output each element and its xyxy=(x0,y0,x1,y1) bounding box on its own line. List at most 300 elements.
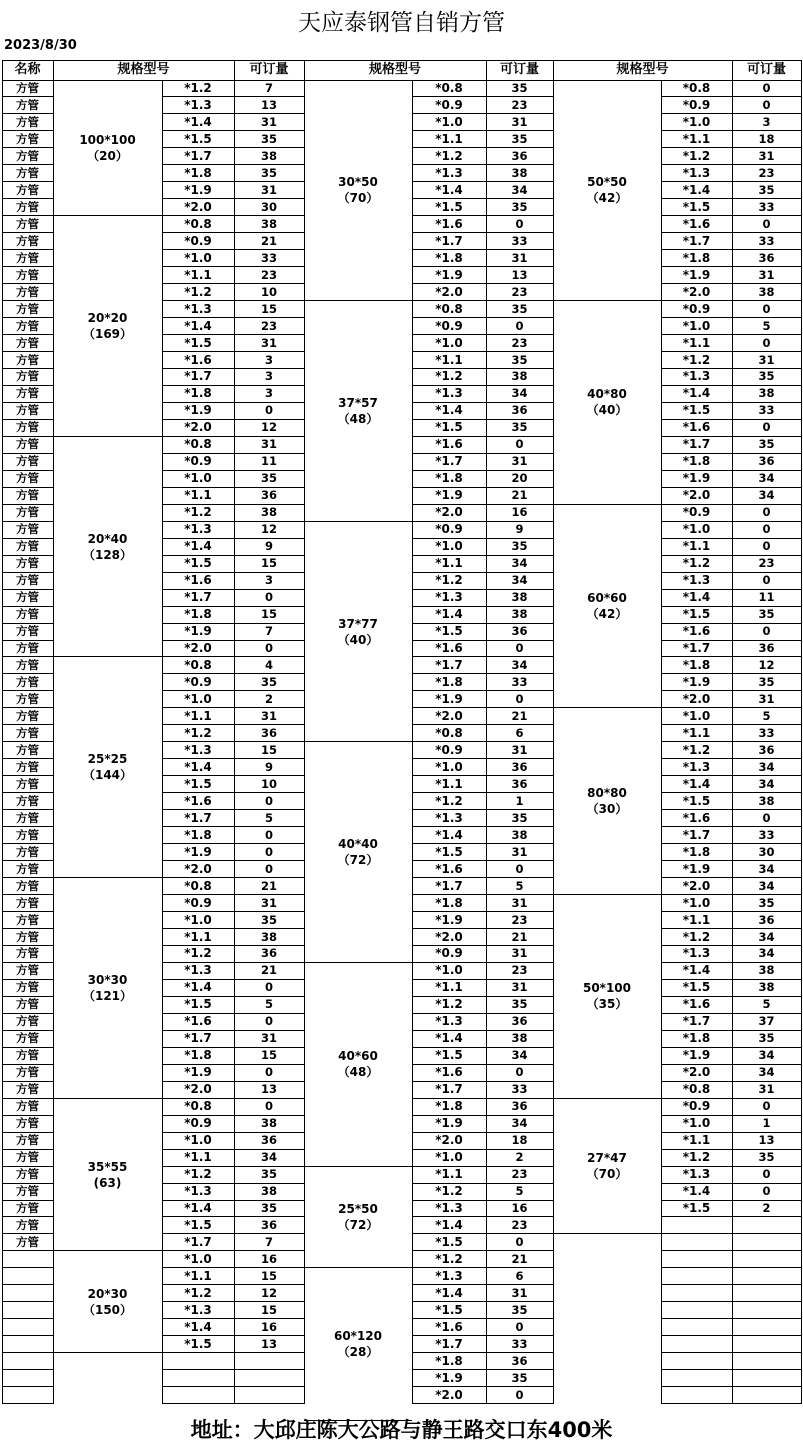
qty-cell: 2 xyxy=(762,1201,771,1216)
grid-line xyxy=(53,215,162,216)
spec-cell: *1.3 xyxy=(184,963,212,978)
grid-line xyxy=(553,894,661,895)
row-name: 方管 xyxy=(16,437,39,452)
spec-cell: *1.5 xyxy=(184,1217,212,1232)
group-count: （28） xyxy=(337,1345,379,1360)
qty-cell: 3 xyxy=(264,369,273,384)
spec-cell: *1.9 xyxy=(184,182,212,197)
qty-cell: 0 xyxy=(762,97,771,112)
qty-cell xyxy=(732,1387,801,1404)
spec-cell: *2.0 xyxy=(184,641,212,655)
grid-line xyxy=(2,181,53,182)
qty-cell: 36 xyxy=(758,912,775,927)
group-size: 60*120 xyxy=(333,1329,383,1344)
qty-cell: 31 xyxy=(511,1285,528,1300)
qty-cell: 36 xyxy=(260,1133,277,1148)
grid-line xyxy=(2,1284,53,1285)
spec-cell: *1.0 xyxy=(184,1133,212,1148)
spec-cell: *2.0 xyxy=(184,1082,212,1097)
spec-cell: *1.4 xyxy=(682,182,711,197)
spec-group xyxy=(53,80,162,216)
spec-cell: *1.5 xyxy=(682,607,711,622)
qty-cell: 34 xyxy=(758,759,775,774)
spec-cell: *1.9 xyxy=(435,1370,463,1385)
spec-cell: *1.4 xyxy=(184,980,212,995)
spec-cell: *1.8 xyxy=(184,607,212,622)
spec-cell: *1.1 xyxy=(435,556,463,571)
spec-cell: *1.9 xyxy=(682,674,711,689)
spec-cell: *0.9 xyxy=(184,454,212,469)
qty-cell: 3 xyxy=(264,573,273,588)
spec-cell: *0.9 xyxy=(435,946,463,961)
spec-cell: *1.4 xyxy=(184,539,212,554)
spec-cell: *1.5 xyxy=(435,199,463,214)
row-name: 方管 xyxy=(16,742,39,757)
spec-cell: *1.6 xyxy=(435,1065,463,1080)
qty-cell: 35 xyxy=(511,539,528,554)
spec-cell: *1.9 xyxy=(184,844,212,859)
qty-cell xyxy=(732,1370,801,1387)
group-count: （42） xyxy=(586,191,628,206)
spec-cell: *1.3 xyxy=(682,946,711,961)
qty-cell xyxy=(732,1353,801,1370)
group-count: （70） xyxy=(586,1167,628,1182)
spec-cell: *1.5 xyxy=(435,624,463,639)
spec-cell: *1.3 xyxy=(435,1268,463,1283)
qty-cell: 38 xyxy=(758,980,775,995)
qty-cell xyxy=(234,1387,304,1404)
qty-cell: 23 xyxy=(511,97,528,112)
grid-line xyxy=(2,1301,53,1302)
spec-cell: *1.1 xyxy=(184,1268,212,1283)
group-size: 40*60 xyxy=(338,1049,378,1064)
spec-cell: *1.0 xyxy=(682,114,711,129)
grid-line xyxy=(2,1064,53,1065)
row-name: 方管 xyxy=(16,216,39,231)
spec-cell: *0.9 xyxy=(435,318,463,333)
grid-line xyxy=(2,1030,53,1031)
row-name: 方管 xyxy=(16,369,39,384)
row-name: 方管 xyxy=(16,844,39,859)
spec-cell: *1.7 xyxy=(435,454,463,469)
group-size: 37*57 xyxy=(338,395,378,410)
address-footer: 地址：大邱庄陈大公路与静王路交口东400米 xyxy=(190,1418,613,1442)
qty-cell: 23 xyxy=(758,556,775,571)
row-name: 方管 xyxy=(16,590,39,605)
grid-line xyxy=(2,1166,53,1167)
qty-cell: 31 xyxy=(758,148,775,163)
spec-cell: *0.8 xyxy=(682,81,711,95)
qty-cell: 36 xyxy=(260,725,277,740)
qty-cell: 2 xyxy=(515,1150,524,1165)
qty-cell: 36 xyxy=(511,403,528,418)
group-size: 20*30 xyxy=(87,1286,128,1301)
qty-cell: 36 xyxy=(511,776,528,791)
spec-cell: *1.3 xyxy=(435,165,463,180)
qty-cell xyxy=(234,1353,304,1370)
spec-cell: *1.4 xyxy=(184,114,212,129)
qty-cell: 15 xyxy=(260,607,277,622)
qty-cell: 34 xyxy=(511,657,528,672)
row-name: 方管 xyxy=(16,708,39,723)
grid-line xyxy=(2,843,53,844)
spec-cell: *1.5 xyxy=(682,793,711,808)
spec-group xyxy=(553,80,661,301)
grid-line xyxy=(2,1183,53,1184)
grid-line xyxy=(2,1318,53,1319)
row-name: 方管 xyxy=(16,1099,39,1114)
grid-line xyxy=(2,487,53,488)
spec-cell: *1.0 xyxy=(435,963,463,978)
spec-cell: *1.5 xyxy=(435,420,463,435)
spec-cell: *1.0 xyxy=(184,1251,212,1266)
grid-line xyxy=(2,792,53,793)
spec-cell: *1.5 xyxy=(184,776,212,791)
spec-cell: *1.8 xyxy=(184,1048,212,1063)
spec-cell: *2.0 xyxy=(435,929,463,944)
spec-cell: *1.7 xyxy=(682,827,711,842)
spec-cell: *1.5 xyxy=(184,131,212,146)
grid-line xyxy=(53,1250,162,1251)
grid-line xyxy=(2,453,53,454)
spec-cell: *1.9 xyxy=(184,624,212,639)
group-count: （20） xyxy=(87,148,128,163)
qty-cell: 36 xyxy=(511,148,528,163)
spec-cell: *1.1 xyxy=(184,929,212,944)
spec-cell: *1.8 xyxy=(682,657,711,672)
qty-cell: 13 xyxy=(260,97,277,112)
qty-cell: 34 xyxy=(511,386,528,401)
spec-cell: *1.6 xyxy=(682,216,711,231)
header-qty: 可订量 xyxy=(499,62,539,77)
grid-line xyxy=(2,266,53,267)
spec-cell xyxy=(661,1302,732,1319)
qty-cell: 0 xyxy=(762,539,771,554)
qty-cell: 35 xyxy=(758,369,775,384)
spec-cell: *1.2 xyxy=(184,1285,212,1300)
qty-cell: 18 xyxy=(758,131,775,146)
spec-cell: *1.1 xyxy=(435,1167,463,1182)
qty-cell xyxy=(732,1319,801,1336)
spec-cell: *1.1 xyxy=(682,131,711,146)
group-size: 50*50 xyxy=(587,175,627,190)
grid-line xyxy=(2,1403,53,1404)
qty-cell: 35 xyxy=(511,81,528,95)
row-name: 方管 xyxy=(16,556,39,571)
spec-cell: *1.8 xyxy=(435,674,463,689)
spec-group xyxy=(304,301,412,522)
spec-cell: *1.2 xyxy=(435,573,463,588)
spec-cell: *0.9 xyxy=(184,1116,212,1131)
qty-cell: 16 xyxy=(260,1251,277,1266)
grid-line xyxy=(2,351,53,352)
spec-group xyxy=(304,1166,412,1268)
spec-cell: *1.6 xyxy=(682,624,711,639)
qty-cell: 35 xyxy=(758,1150,775,1165)
spec-cell: *1.5 xyxy=(435,844,463,859)
spec-cell: *1.6 xyxy=(435,437,463,452)
qty-cell: 15 xyxy=(260,1048,277,1063)
group-size: 50*100 xyxy=(582,981,632,996)
spec-cell: *2.0 xyxy=(682,1065,711,1080)
row-name: 方管 xyxy=(16,674,39,689)
spec-cell: *1.4 xyxy=(435,827,463,842)
spec-cell: *1.7 xyxy=(435,1082,463,1097)
group-size: 80*80 xyxy=(587,786,627,801)
row-name: 方管 xyxy=(16,1217,39,1232)
row-name: 方管 xyxy=(16,946,39,961)
qty-cell: 15 xyxy=(260,742,277,757)
qty-cell: 0 xyxy=(515,641,524,655)
spec-cell: *1.1 xyxy=(682,539,711,554)
spec-cell: *1.8 xyxy=(435,250,463,265)
qty-cell: 36 xyxy=(758,742,775,757)
spec-cell: *1.1 xyxy=(435,980,463,995)
qty-cell: 23 xyxy=(511,335,528,350)
qty-cell: 31 xyxy=(758,1082,775,1097)
spec-cell: *1.1 xyxy=(435,776,463,791)
qty-cell: 31 xyxy=(511,250,528,265)
spec-cell: *0.8 xyxy=(184,216,212,231)
qty-cell: 12 xyxy=(758,657,775,672)
qty-cell: 5 xyxy=(762,318,771,333)
spec-cell: *1.0 xyxy=(435,539,463,554)
grid-line xyxy=(2,572,53,573)
qty-cell: 33 xyxy=(758,725,775,740)
grid-line xyxy=(661,80,662,1404)
qty-cell: 0 xyxy=(762,301,771,316)
qty-cell: 0 xyxy=(264,861,273,876)
qty-cell: 0 xyxy=(762,522,771,537)
qty-cell: 9 xyxy=(264,759,273,774)
spec-cell: *1.1 xyxy=(435,352,463,367)
qty-cell: 0 xyxy=(515,437,524,452)
spec-cell: *0.9 xyxy=(184,895,212,910)
spec-cell: *1.7 xyxy=(435,657,463,672)
qty-cell: 35 xyxy=(758,607,775,622)
row-name: 方管 xyxy=(16,963,39,978)
qty-cell: 38 xyxy=(260,1184,277,1199)
row-name: 方管 xyxy=(16,97,39,112)
row-name: 方管 xyxy=(16,624,39,639)
qty-cell: 38 xyxy=(511,165,528,180)
grid-line xyxy=(53,436,162,437)
spec-group xyxy=(304,80,412,301)
spec-cell xyxy=(661,1251,732,1268)
grid-line xyxy=(2,60,3,1404)
qty-cell: 34 xyxy=(511,1116,528,1131)
spec-cell: *0.8 xyxy=(435,301,463,316)
group-size: 20*40 xyxy=(87,531,128,546)
spec-cell: *1.3 xyxy=(435,810,463,825)
spec-cell: *0.9 xyxy=(682,97,711,112)
grid-line xyxy=(2,334,53,335)
qty-cell: 3 xyxy=(264,352,273,367)
grid-line xyxy=(2,1250,53,1251)
row-name: 方管 xyxy=(16,199,39,214)
grid-line xyxy=(553,504,661,505)
qty-cell: 0 xyxy=(762,216,771,231)
spec-cell: *1.7 xyxy=(682,641,711,655)
grid-line xyxy=(2,317,53,318)
qty-cell: 23 xyxy=(511,1217,528,1232)
row-name: 方管 xyxy=(16,691,39,706)
spec-cell: *1.3 xyxy=(184,97,212,112)
grid-line xyxy=(53,656,162,657)
grid-line xyxy=(2,945,53,946)
row-name: 方管 xyxy=(16,878,39,893)
spec-cell: *1.8 xyxy=(435,471,463,486)
spec-cell: *1.4 xyxy=(682,776,711,791)
spec-cell: *1.0 xyxy=(682,522,711,537)
qty-cell: 9 xyxy=(264,539,273,554)
group-count: （72） xyxy=(337,1217,379,1232)
spec-cell: *2.0 xyxy=(184,420,212,435)
qty-cell: 35 xyxy=(511,352,528,367)
grid-line xyxy=(2,215,53,216)
qty-cell: 23 xyxy=(511,284,528,299)
grid-line xyxy=(553,1098,661,1099)
qty-cell: 15 xyxy=(260,1302,277,1317)
spec-cell: *1.3 xyxy=(682,369,711,384)
spec-cell: *1.2 xyxy=(435,793,463,808)
grid-line xyxy=(304,80,412,81)
qty-cell xyxy=(234,1370,304,1387)
qty-cell: 35 xyxy=(511,199,528,214)
spec-cell: *1.3 xyxy=(184,742,212,757)
row-name: 方管 xyxy=(16,810,39,825)
spec-cell xyxy=(162,1353,234,1370)
qty-cell: 15 xyxy=(260,556,277,571)
spec-cell: *1.3 xyxy=(682,165,711,180)
qty-cell: 38 xyxy=(260,148,277,163)
group-count: （48） xyxy=(337,1065,379,1080)
group-size: 40*80 xyxy=(587,387,627,402)
header-spec: 规格型号 xyxy=(117,62,170,77)
spec-cell: *1.3 xyxy=(682,1167,711,1182)
qty-cell: 36 xyxy=(511,1014,528,1029)
qty-cell: 31 xyxy=(511,895,528,910)
qty-cell: 35 xyxy=(511,301,528,316)
group-count: （128） xyxy=(82,547,133,562)
grid-line xyxy=(2,1386,53,1387)
spec-cell: *1.4 xyxy=(682,590,711,605)
grid-line xyxy=(2,1115,53,1116)
qty-cell xyxy=(732,1234,801,1251)
row-name: 方管 xyxy=(16,284,39,299)
qty-cell: 0 xyxy=(762,1184,771,1199)
spec-cell: *1.2 xyxy=(682,352,711,367)
spec-cell: *1.8 xyxy=(682,250,711,265)
spec-cell: *1.4 xyxy=(435,1031,463,1046)
row-name: 方管 xyxy=(16,114,39,129)
group-count: （121） xyxy=(82,988,133,1003)
row-name: 方管 xyxy=(16,759,39,774)
spec-cell: *1.1 xyxy=(184,267,212,282)
spec-cell: *2.0 xyxy=(435,1387,463,1402)
grid-line xyxy=(2,996,53,997)
grid-line xyxy=(2,60,801,61)
qty-cell: 0 xyxy=(762,573,771,588)
qty-cell: 0 xyxy=(264,641,273,655)
qty-cell: 31 xyxy=(260,1031,277,1046)
spec-cell: *1.4 xyxy=(184,1319,212,1334)
qty-cell: 0 xyxy=(515,1387,524,1402)
spec-cell: *1.6 xyxy=(435,216,463,231)
qty-cell: 38 xyxy=(260,505,277,520)
spec-cell: *2.0 xyxy=(682,691,711,706)
spec-cell: *0.8 xyxy=(682,1082,711,1097)
spec-cell: *1.2 xyxy=(435,148,463,163)
row-name: 方管 xyxy=(16,352,39,367)
qty-cell: 15 xyxy=(260,1268,277,1283)
spec-cell: *1.1 xyxy=(682,1133,711,1148)
spec-cell: *1.7 xyxy=(682,233,711,248)
grid-line xyxy=(234,60,235,1404)
qty-cell: 31 xyxy=(511,980,528,995)
row-name: 方管 xyxy=(16,182,39,197)
qty-cell: 0 xyxy=(264,403,273,418)
spec-cell: *1.0 xyxy=(184,691,212,706)
spec-group xyxy=(53,878,162,1099)
row-name: 方管 xyxy=(16,420,39,435)
grid-line xyxy=(412,1403,553,1404)
qty-cell: 31 xyxy=(511,946,528,961)
row-name: 方管 xyxy=(16,793,39,808)
qty-cell: 35 xyxy=(511,997,528,1012)
grid-line xyxy=(2,80,53,81)
group-count: （150） xyxy=(82,1302,133,1317)
spec-cell: *1.6 xyxy=(682,420,711,435)
grid-line xyxy=(2,130,53,131)
qty-cell: 0 xyxy=(762,505,771,520)
row-name: 方管 xyxy=(16,1133,39,1148)
spec-cell: *1.0 xyxy=(184,912,212,927)
spec-cell: *1.1 xyxy=(682,335,711,350)
qty-cell: 0 xyxy=(264,1065,273,1080)
report-date: 2023/8/30 xyxy=(4,38,77,53)
spec-cell: *1.0 xyxy=(682,1116,711,1131)
spec-cell: *1.5 xyxy=(184,1336,212,1351)
grid-line xyxy=(2,538,53,539)
spec-cell: *1.3 xyxy=(184,1302,212,1317)
qty-cell: 0 xyxy=(515,216,524,231)
qty-cell: 34 xyxy=(511,1048,528,1063)
qty-cell: 13 xyxy=(260,1082,277,1097)
grid-line xyxy=(2,928,53,929)
spec-cell: *1.7 xyxy=(435,878,463,893)
qty-cell: 5 xyxy=(762,708,771,723)
grid-line xyxy=(2,1132,53,1133)
row-name: 方管 xyxy=(16,1082,39,1097)
spec-cell: *1.4 xyxy=(184,759,212,774)
grid-line xyxy=(2,1047,53,1048)
row-name: 方管 xyxy=(16,1014,39,1029)
spec-cell: *2.0 xyxy=(682,488,711,503)
spec-cell: *1.4 xyxy=(435,182,463,197)
spec-cell: *1.6 xyxy=(184,793,212,808)
spec-cell: *1.5 xyxy=(682,199,711,214)
group-count: (63) xyxy=(93,1175,122,1190)
spec-cell: *1.9 xyxy=(435,267,463,282)
spec-cell: *2.0 xyxy=(435,284,463,299)
qty-cell: 35 xyxy=(758,674,775,689)
grid-line xyxy=(2,402,53,403)
qty-cell: 33 xyxy=(260,250,277,265)
grid-line xyxy=(2,1013,53,1014)
qty-cell: 36 xyxy=(758,454,775,469)
spec-cell: *1.4 xyxy=(184,1201,212,1216)
